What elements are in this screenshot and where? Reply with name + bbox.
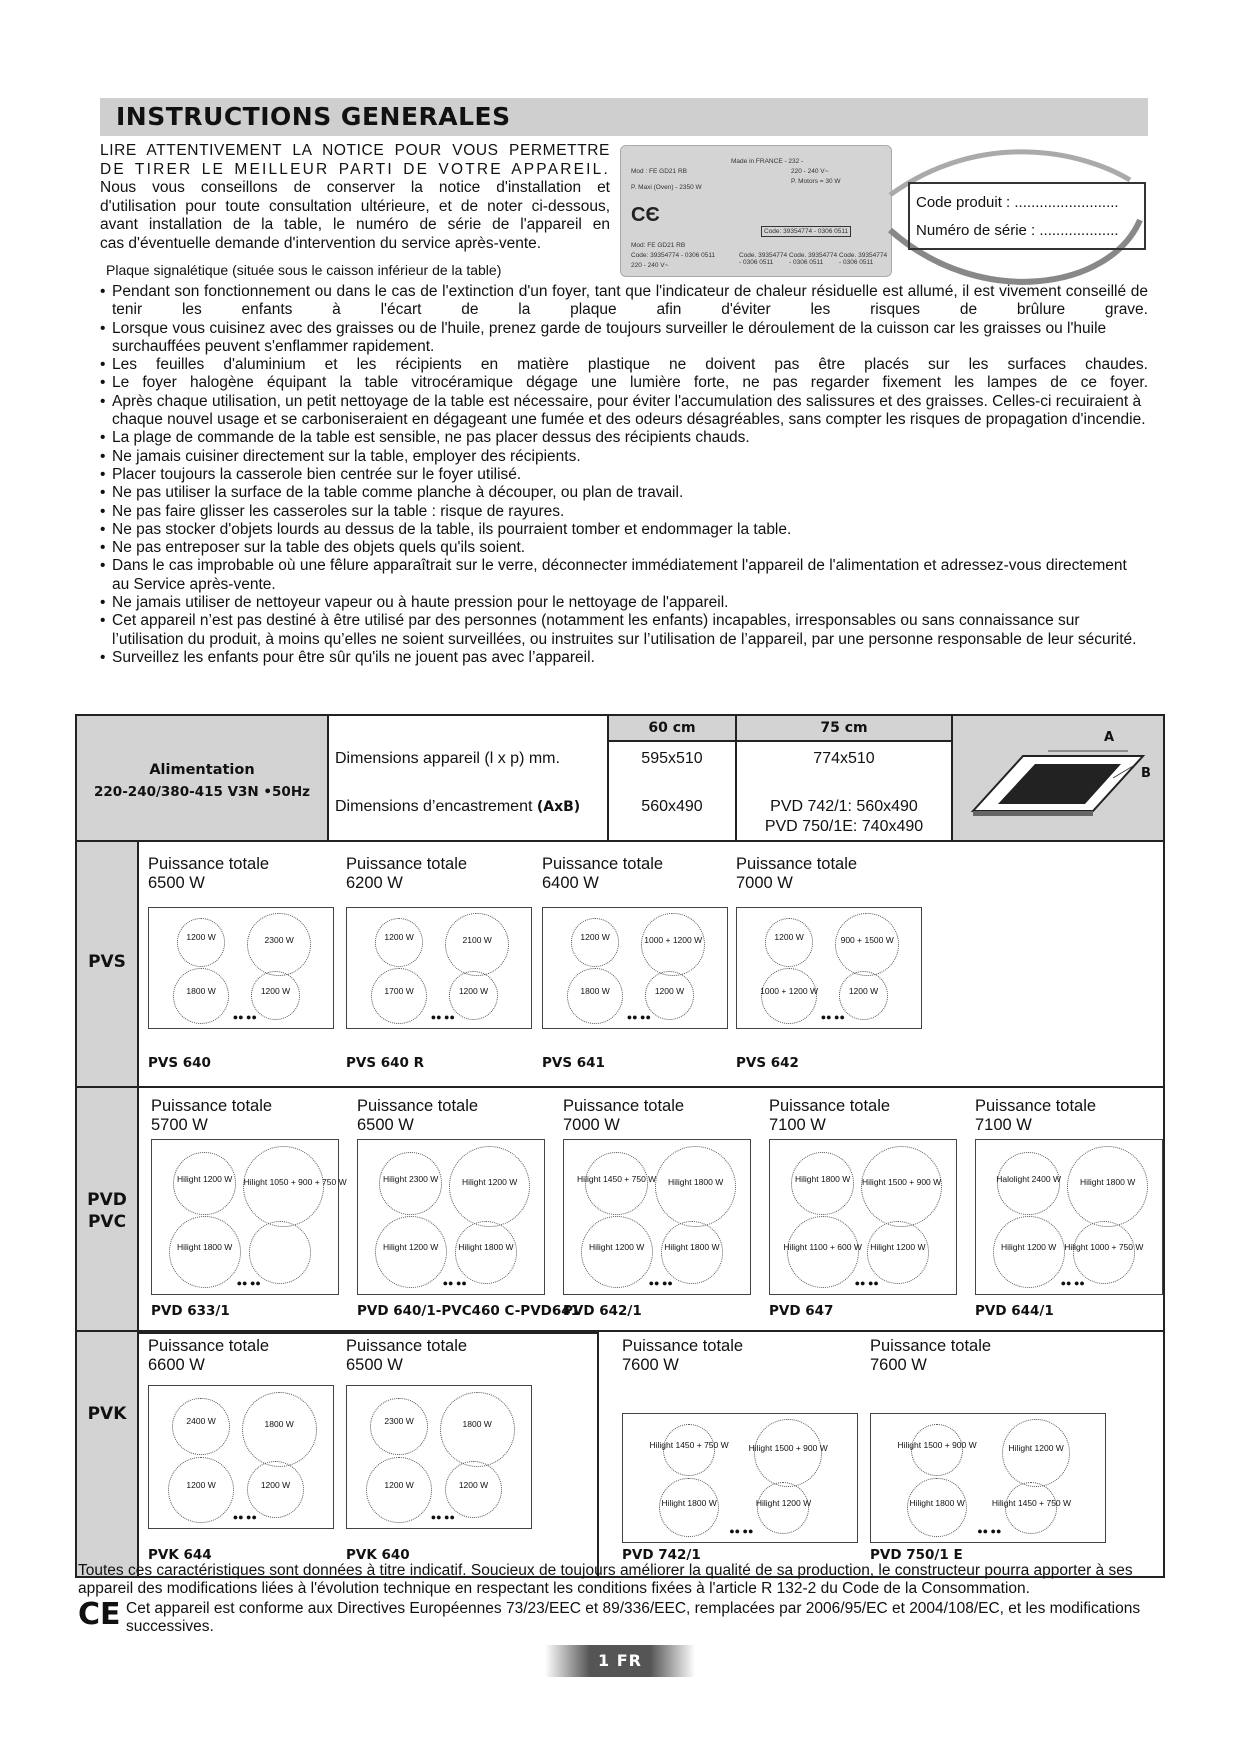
footer-disclaimer: Toutes ces caractéristiques sont données à titre indicatif. Soucieux de toujours améliorer la qualité de sa production, le constructeur pourra apporter à ses appareil des modifications liées à l'évolution technique en respectant les conditions fixées à l'article R 132-2 du Code de la Consommation. (78, 1562, 1133, 1597)
dim75-value: 774x510 (813, 750, 875, 767)
total-power-value: 7600 W (870, 1356, 927, 1374)
zone-power-label: Hilight 1800 W (664, 1242, 720, 1253)
total-power (542, 855, 663, 893)
intro-line: LIRE ATTENTIVEMENT LA NOTICE POUR VOUS PERMETTRE (100, 142, 610, 159)
bullet-item: • Ne pas entreposer sur la table des objets quels qu'ils soient. (100, 539, 1148, 557)
zone-power-label: Hilight 1800 W (909, 1497, 965, 1508)
zone-power-label: 900 + 1500 W (840, 934, 894, 945)
zone-power-label: Hilight 1450 + 750 W (577, 1173, 657, 1184)
title-bar (100, 98, 1148, 136)
cooking-zone (581, 1216, 653, 1288)
cooking-zone (449, 971, 498, 1020)
zone-power-label: Hilight 1500 + 900 W (862, 1176, 942, 1187)
model-label: PVD 647 (769, 1303, 834, 1319)
plate-text: Code. 39354774 - 0306 0511 (789, 252, 838, 266)
bullet-item: • Le foyer halogène équipant la table vitrocéramique dégage une lumière forte, ne pas regarder fixement les lampes de ce foyer. (100, 374, 1148, 392)
model-label: PVK 644 (148, 1547, 212, 1563)
intro-text (100, 142, 610, 253)
total-power (736, 855, 857, 893)
total-power-value: 6600 W (148, 1356, 205, 1374)
model-label: PVK 640 (346, 1547, 410, 1563)
col-60cm: 60 cm (609, 716, 737, 742)
control-icon: ●● ●● (626, 1012, 651, 1022)
zone-power-label: 2100 W (462, 934, 492, 945)
plate-text: P. Motors = 30 W (791, 178, 841, 185)
zone-power-label: Hilight 1450 + 750 W (991, 1497, 1072, 1508)
zone-power-label: Halolight 2400 W (996, 1173, 1061, 1184)
control-icon: ●● ●● (442, 1278, 467, 1288)
plate-text: Code. 39354774 - 0306 0511 (839, 252, 888, 266)
zone-power-label: 1700 W (384, 985, 414, 996)
total-power-value: 6500 W (346, 1356, 403, 1374)
dim-label: Dimensions appareil (l x p) mm. (335, 750, 560, 767)
total-power-value: 5700 W (151, 1116, 208, 1134)
ce-text: Cet appareil est conforme aux Directives Européennes 73/23/EEC et 89/336/EEC, remplacées par 2006/95/EC et 2004/108/EC, et les modifications successives. (126, 1600, 1141, 1635)
alimentation-value: 220-240/380-415 V3N •50Hz (94, 784, 310, 800)
total-power-label: Puissance totale (148, 1337, 270, 1355)
pvd-label-cell (77, 1088, 139, 1330)
code-produit-label: Code produit : ......................... (916, 194, 1119, 211)
cooking-zone (839, 971, 888, 1020)
zone-power-label: Hilight 1800 W (667, 1176, 724, 1187)
total-power-label: Puissance totale (148, 855, 270, 873)
plate-text: 220 - 240 V~ (631, 262, 669, 269)
model-label: PVD 644/1 (975, 1303, 1054, 1319)
cooking-zone (787, 1216, 859, 1288)
total-power (357, 1097, 478, 1135)
bullet-item: • Pendant son fonctionnement ou dans le cas de l'extinction d'un foyer, tant que l'indicateur de chaleur résiduelle est allumé, il est vivement conseillé de tenir les enfants à l'écart de la plaque afin d'éviter les risques de brûlure grave. (100, 283, 1148, 320)
ce-conformity (78, 1597, 1170, 1636)
total-power-label: Puissance totale (975, 1097, 1097, 1115)
total-power-label: Puissance totale (151, 1097, 273, 1115)
zone-power-label: 2300 W (264, 934, 294, 945)
hob-diagram (542, 907, 728, 1029)
total-power-value: 7000 W (563, 1116, 620, 1134)
spec-table (75, 714, 1165, 842)
zone-power-label: 1200 W (774, 932, 804, 943)
model-label: PVD 640/1-PVC460 C-PVD641 (357, 1303, 581, 1319)
col-75cm: 75 cm (737, 716, 953, 742)
zone-power-label: 1200 W (458, 985, 489, 996)
zone-power-label: 1200 W (186, 1479, 216, 1490)
zone-power-label: Hilight 1000 + 750 W (1064, 1242, 1144, 1253)
zone-power-label: 1800 W (264, 1419, 294, 1430)
cooking-zone (249, 1221, 311, 1283)
total-power-label: Puissance totale (622, 1337, 744, 1355)
enc-label-wrap (335, 798, 580, 816)
cooking-zone (645, 971, 694, 1020)
zone-power-label: Hilight 1800 W (176, 1242, 233, 1253)
total-power-value: 6400 W (542, 874, 599, 892)
zone-power-label: Hilight 1800 W (1079, 1176, 1136, 1187)
model-label: PVD 750/1 E (870, 1547, 963, 1563)
control-icon: ●● ●● (232, 1012, 257, 1022)
dim60-value: 595x510 (641, 750, 703, 767)
col60-values (609, 742, 737, 840)
hob-diagram (870, 1413, 1106, 1543)
hob-diagram (563, 1139, 751, 1295)
diagram-label-b: B (1141, 766, 1151, 781)
total-power-label: Puissance totale (736, 855, 858, 873)
zone-power-label: 2400 W (186, 1416, 216, 1427)
control-icon: ●● ●● (729, 1526, 754, 1536)
total-power-label: Puissance totale (870, 1337, 992, 1355)
zone-power-label: 1200 W (580, 932, 610, 943)
plate-code: Code: 39354774 - 0306 0511 (761, 226, 851, 237)
bullet-item: • Surveillez les enfants pour être sûr qu'ils ne jouent pas avec l’appareil. (100, 649, 1148, 667)
model-label: PVS 640 (148, 1055, 211, 1071)
control-icon: ●● ●● (430, 1512, 455, 1522)
model-label: PVS 640 R (346, 1055, 425, 1071)
enc75-value-1: PVD 742/1: 560x490 (770, 798, 918, 815)
hob-diagram (148, 907, 334, 1029)
zone-power-label: Hilight 1200 W (1000, 1242, 1057, 1253)
total-power-label: Puissance totale (563, 1097, 685, 1115)
total-power-value: 6500 W (148, 874, 205, 892)
zone-power-label: Hilight 2300 W (382, 1173, 439, 1184)
hob-diagram (736, 907, 922, 1029)
alimentation-label: Alimentation (149, 762, 255, 778)
zone-power-label: 1800 W (580, 985, 610, 996)
cooking-zone (172, 1398, 230, 1456)
zone-power-label: Hilight 1500 + 900 W (897, 1440, 977, 1451)
total-power (346, 855, 467, 893)
total-power (870, 1337, 991, 1375)
bullet-item: • Cet appareil n’est pas destiné à être utilisé par des personnes (notamment les enfants) incapables, irresponsables ou sans connaissance sur l’utilisation du produit, à moins qu’elles ne soient surveillées, ou instruites sur l’utilisation de l’appareil, par une personne responsable de leur sécurité. (100, 612, 1148, 649)
ce-icon: CE (78, 1597, 121, 1632)
bullet-item: • Après chaque utilisation, un petit nettoyage de la table est nécessaire, pour éviter l'accumulation des salissures et des graisses. Celles-ci recuiraient à chaque nouvel usage et se carboniseraient en dégageant une fumée et des odeurs désagréables, sans compter les risques de propagation d'incendie. (100, 393, 1148, 430)
rating-plate (620, 145, 892, 277)
model-label: PVD 742/1 (622, 1547, 701, 1563)
pvk-label-cell (77, 1332, 139, 1576)
control-icon: ●● ●● (820, 1012, 845, 1022)
cutout-diagram (953, 716, 1163, 840)
hob-diagram (357, 1139, 545, 1295)
total-power (151, 1097, 272, 1135)
zone-power-label: 1000 + 1200 W (644, 934, 703, 945)
zone-power-label: 1200 W (186, 932, 216, 943)
enc-label: Dimensions d’encastrement (335, 798, 533, 815)
hob-diagram (622, 1413, 858, 1543)
enc75-value-2: PVD 750/1E: 740x490 (764, 818, 924, 835)
zone-power-label: 1200 W (260, 985, 291, 996)
control-icon: ●● ●● (430, 1012, 455, 1022)
model-label: PVS 641 (542, 1055, 605, 1071)
zone-power-label: 1200 W (458, 1479, 489, 1490)
total-power (769, 1097, 890, 1135)
zone-power-label: Hilight 1200 W (755, 1497, 812, 1508)
intro-line: d'utilisation pour toute consultation ultérieure, et de noter ci-dessous, (100, 197, 610, 215)
pvs-label: PVS (88, 952, 126, 972)
bullet-item: • Lorsque vous cuisinez avec des graisses ou de l'huile, prenez garde de toujours surveiller le déroulement de la cuisson car les graisses ou l'huile surchauffées peuvent s'enflammer rapidement. (100, 320, 1148, 357)
control-icon: ●● ●● (854, 1278, 879, 1288)
control-icon: ●● ●● (977, 1526, 1002, 1536)
cooking-zone (641, 913, 704, 976)
cutout-diagram-icon (953, 716, 1163, 840)
total-power (148, 1337, 269, 1375)
total-power-label: Puissance totale (357, 1097, 479, 1115)
zone-power-label: 1200 W (848, 985, 879, 996)
total-power-value: 6500 W (357, 1116, 414, 1134)
plate-text: Code. 39354774 - 0306 0511 (739, 252, 788, 266)
intro-line: avant installation de la table, le numéro de série de l'appareil en (100, 216, 610, 233)
cooking-zone (169, 1216, 241, 1288)
control-icon: ●● ●● (232, 1512, 257, 1522)
hob-diagram (346, 1385, 532, 1529)
zone-power-label: Hilight 1200 W (176, 1173, 233, 1184)
code-box (908, 182, 1146, 250)
zone-power-label: Hilight 1500 + 900 W (748, 1443, 828, 1453)
pvs-label-cell (77, 842, 139, 1086)
plate-text: P. Maxi (Oven) - 2350 W (631, 184, 702, 191)
pvd-label: PVD (87, 1190, 127, 1210)
intro-line: cas d'éventuelle demande d'intervention du service après-vente. (100, 234, 542, 252)
control-icon: ●● ●● (236, 1278, 261, 1288)
zone-power-label: Hilight 1200 W (382, 1242, 439, 1253)
total-power-value: 7600 W (622, 1356, 679, 1374)
bullet-item: • Ne jamais utiliser de nettoyeur vapeur ou à haute pression pour le nettoyage de l'appareil. (100, 594, 1148, 612)
zone-power-label: Hilight 1800 W (458, 1242, 514, 1253)
alimentation-cell (77, 716, 329, 840)
hob-diagram (151, 1139, 347, 1295)
dim-labels-cell (329, 716, 609, 840)
ce-icon: CЄ (631, 204, 660, 226)
zone-power-label: Hilight 1100 + 600 W (783, 1242, 862, 1253)
plate-text: Mod : FE GD21 RB (631, 168, 687, 175)
pvc-label: PVC (87, 1212, 127, 1232)
total-power (622, 1337, 743, 1375)
zone-power-label: Hilight 1800 W (794, 1173, 851, 1184)
control-icon: ●● ●● (1060, 1278, 1085, 1288)
cooking-zone (663, 1424, 715, 1476)
cooking-zone (247, 1461, 305, 1519)
cooking-zone (440, 1392, 515, 1467)
enc-suffix: (AxB) (536, 799, 581, 815)
intro-line: DE TIRER LE MEILLEUR PARTI DE VOTRE APPAREIL. (100, 160, 610, 178)
zone-power-label: 1200 W (384, 932, 414, 943)
bullet-item: • La plage de commande de la table est sensible, ne pas placer dessus des récipients chauds. (100, 429, 1148, 447)
cooking-zone (835, 913, 898, 976)
total-power (346, 1337, 467, 1375)
bullet-item: • Ne jamais cuisiner directement sur la table, employer des récipients. (100, 448, 1148, 466)
total-power-label: Puissance totale (769, 1097, 891, 1115)
cooking-zone (375, 1216, 447, 1288)
bullet-item: • Dans le cas improbable où une fêlure apparaîtrait sur le verre, déconnecter immédiatement l'appareil de l'alimentation et adressez-vous directement au Service après-vente. (100, 557, 1148, 594)
hob-diagram (975, 1139, 1163, 1295)
enc60-value: 560x490 (641, 798, 703, 815)
plate-text: Mod: FE GD21 RB (631, 242, 686, 249)
total-power-value: 7100 W (975, 1116, 1032, 1134)
safety-bullets (100, 283, 1148, 667)
zone-power-label: Hilight 1200 W (588, 1242, 645, 1253)
total-power-label: Puissance totale (346, 855, 468, 873)
zone-power-label: 1800 W (462, 1419, 492, 1430)
page-title: INSTRUCTIONS GENERALES (116, 102, 511, 131)
cooking-zone (445, 913, 508, 976)
zone-power-label: Hilight 1200 W (1008, 1443, 1064, 1453)
zone-power-label: Hilight 1450 + 750 W (649, 1440, 729, 1451)
cooking-zone (445, 1461, 503, 1519)
plate-text: Code: 39354774 - 0306 0511 (631, 252, 716, 259)
plate-text: Made in FRANCE - 232 - (731, 158, 804, 165)
total-power-value: 7100 W (769, 1116, 826, 1134)
footer (78, 1562, 1170, 1636)
pvk-label: PVK (87, 1404, 127, 1424)
col75-values (737, 742, 953, 840)
total-power (975, 1097, 1096, 1135)
zone-power-label: 1200 W (384, 1479, 414, 1490)
zone-power-label: 1200 W (260, 1479, 291, 1490)
plate-text: 220 - 240 V~ (791, 168, 829, 175)
total-power-label: Puissance totale (346, 1337, 468, 1355)
cooking-zone (993, 1216, 1065, 1288)
zone-power-label: 1800 W (186, 985, 216, 996)
cooking-zone (757, 1482, 809, 1534)
total-power (148, 855, 269, 893)
bullet-item: • Ne pas stocker d'objets lourds au dessus de la table, ils pourraient tomber et endommager la table. (100, 521, 1148, 539)
hob-diagram (769, 1139, 957, 1295)
cooking-zone (247, 913, 310, 976)
hob-diagram (346, 907, 532, 1029)
cooking-zone (370, 1398, 428, 1456)
zone-power-label: 2300 W (384, 1416, 414, 1427)
zone-power-label: 1200 W (654, 985, 685, 996)
bullet-item: • Ne pas utiliser la surface de la table comme planche à découper, ou plan de travail. (100, 484, 1148, 502)
plaque-caption: Plaque signalétique (située sous le caisson inférieur de la table) (106, 262, 502, 278)
cooking-zone (251, 971, 300, 1020)
control-icon: ●● ●● (648, 1278, 673, 1288)
bullet-item: • Placer toujours la casserole bien centrée sur le foyer utilisé. (100, 466, 1148, 484)
numero-serie-label: Numéro de série : ................... (916, 222, 1119, 239)
bullet-item: • Ne pas faire glisser les casseroles sur la table : risque de rayures. (100, 503, 1148, 521)
bullet-item: • Les feuilles d'aluminium et les récipients en matière plastique ne doivent pas être placés sur les surfaces chaudes. (100, 356, 1148, 374)
page-number: 1 FR (545, 1645, 695, 1677)
cooking-zone (1005, 1482, 1057, 1534)
zone-power-label: Hilight 1200 W (870, 1242, 926, 1253)
total-power-label: Puissance totale (542, 855, 664, 873)
intro-line: Nous vous conseillons de conserver la notice d'installation et (100, 179, 610, 196)
total-power-value: 7000 W (736, 874, 793, 892)
cooking-zone (242, 1392, 317, 1467)
diagram-label-a: A (1104, 730, 1115, 745)
total-power-value: 6200 W (346, 874, 403, 892)
model-label: PVS 642 (736, 1055, 799, 1071)
model-label: PVD 633/1 (151, 1303, 230, 1319)
zone-power-label: Hilight 1050 + 900 + 750 W (243, 1176, 347, 1187)
model-label: PVD 642/1 (563, 1303, 642, 1319)
total-power (563, 1097, 684, 1135)
hob-diagram (148, 1385, 334, 1529)
zone-power-label: Hilight 1200 W (461, 1176, 518, 1187)
cooking-zone (911, 1424, 963, 1476)
zone-power-label: 1000 + 1200 W (760, 985, 819, 996)
zone-power-label: Hilight 1800 W (661, 1497, 717, 1508)
